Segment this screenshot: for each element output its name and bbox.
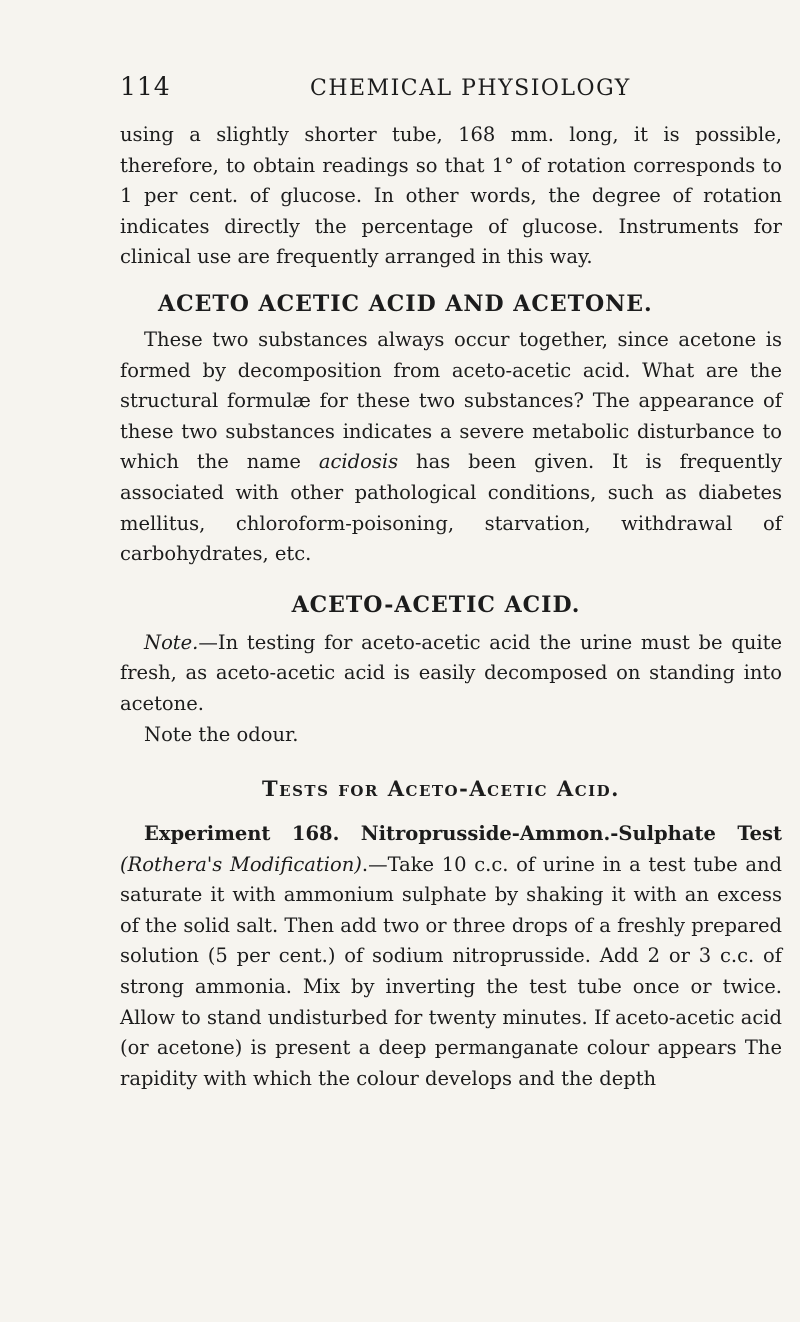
section-paragraph <box>120 325 782 570</box>
book-page <box>120 72 782 1094</box>
experiment-label: Experiment 168. Nitroprusside-Ammon.-Sulphate Test <box>144 822 782 846</box>
section-paragraph-part1: These two substances always occur together, since acetone is formed by decomposition from aceto-acetic acid. What are the structural formulæ for these two substances? The appearance of these two substances indicates a severe metabolic disturbance to which the name <box>120 327 782 474</box>
subsection-heading: ACETO-ACETIC ACID. <box>291 591 581 618</box>
section-paragraph-part2: has been given. It is frequently associated with other pathological conditions, such as diabetes mellitus, chloroform-poisoning, starvation, withdrawal of carbohydrates, etc. <box>120 450 782 566</box>
running-head <box>120 72 782 112</box>
section-heading: ACETO ACETIC ACID AND ACETONE. <box>158 290 653 317</box>
note-paragraph <box>120 628 782 720</box>
note-odour: Note the odour. <box>144 722 299 746</box>
tests-heading: Tests for Aceto-Acetic Acid. <box>262 776 620 802</box>
experiment-paragraph <box>120 819 782 1094</box>
experiment-text: .—Take 10 c.c. of urine in a test tube and saturate it with ammonium sulphate by shaking it with an excess of the solid salt. Then add two or three drops of a freshly prepared solution (5 per cent.) of sodium nitroprusside. Add 2 or 3 c.c. of strong ammonia. Mix by inverting the test tube once or twice. Allow to stand undisturbed for twenty minutes. If aceto-acetic acid (or acetone) is present a deep permanganate colour appears The rapidity with which the colour develops and the depth <box>120 852 782 1090</box>
experiment-modification: (Rothera's Modification) <box>120 852 362 876</box>
running-title: CHEMICAL PHYSIOLOGY <box>310 76 631 101</box>
page-number: 114 <box>120 72 171 101</box>
note-text: —In testing for aceto-acetic acid the urine must be quite fresh, as aceto-acetic acid is easily decomposed on standing into acetone. <box>120 630 782 715</box>
intro-paragraph: using a slightly shorter tube, 168 mm. long, it is possible, therefore, to obtain readings so that 1° of rotation corresponds to 1 per cent. of glucose. In other words, the degree of rotation indicates directly the percentage of glucose. Instruments for clinical use are frequently arranged in this way. <box>120 123 782 269</box>
acidosis-term: acidosis <box>318 450 399 474</box>
note-label: Note. <box>144 630 199 654</box>
